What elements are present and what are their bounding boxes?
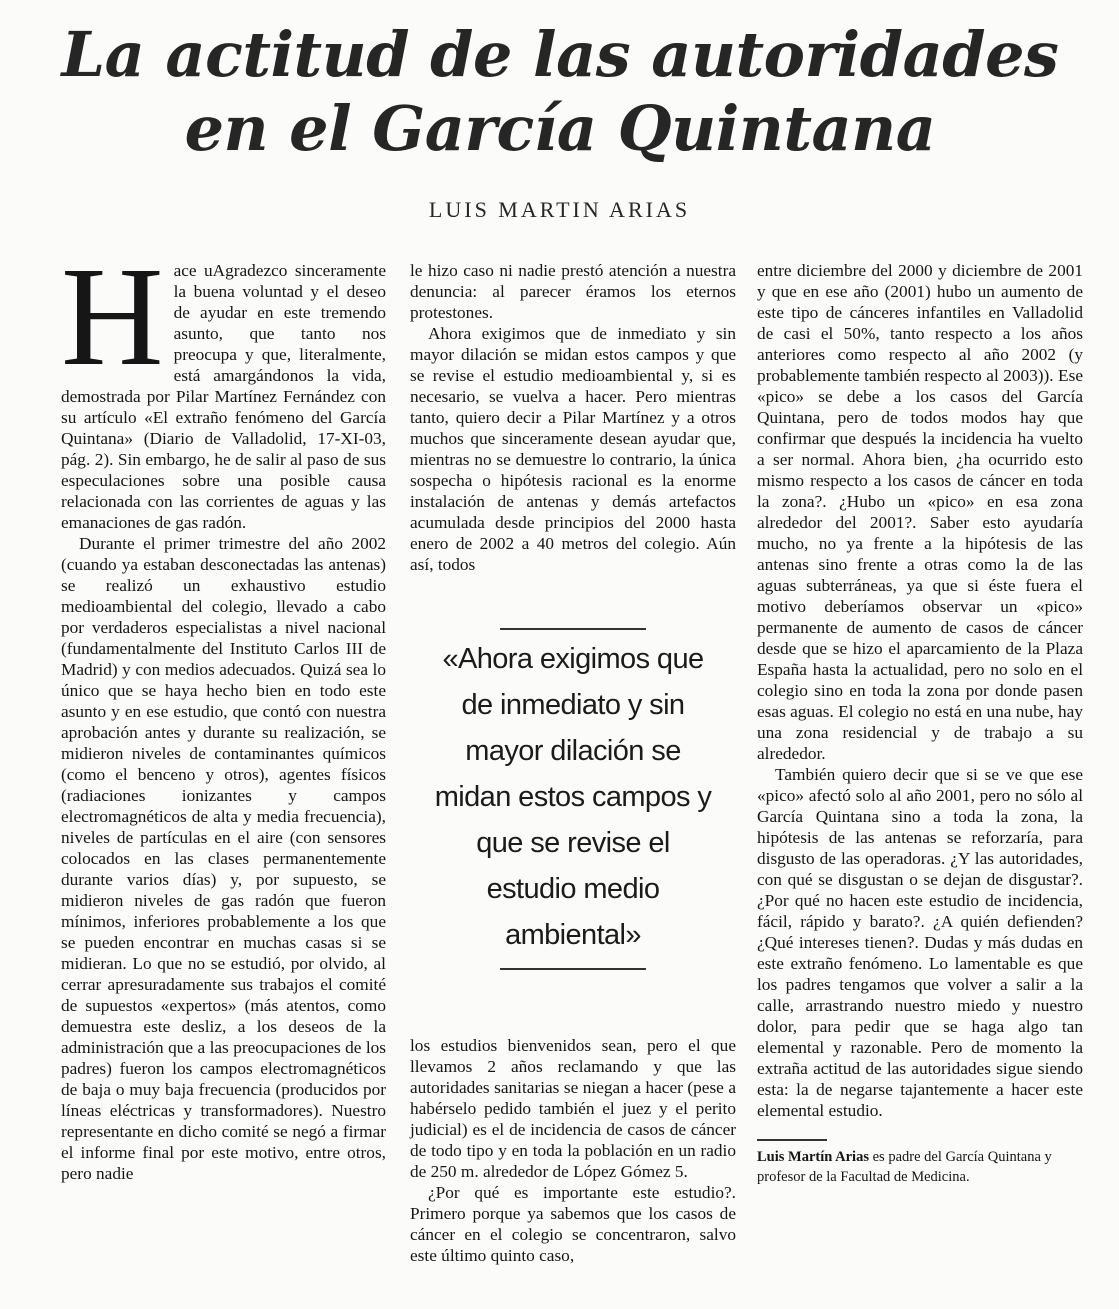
author-note xyxy=(757,1147,1083,1187)
paragraph: ¿Por qué es importante este estudio?. Primero porque ya sabemos que los casos de cáncer en el colegio se concentraron, salvo este último quinto caso, xyxy=(410,1183,736,1265)
pull-quote-line: de inmediato y sin xyxy=(461,689,685,721)
column-2-top xyxy=(410,260,736,575)
pull-quote-line: que se revise el xyxy=(476,827,670,859)
pull-quote-line: «Ahora exigimos que xyxy=(442,643,704,675)
paragraph: le hizo caso ni nadie prestó atención a nuestra denuncia: al parecer éramos los eternos protestones. xyxy=(410,261,736,322)
drop-cap: H xyxy=(61,237,164,395)
pull-quote-line: ambiental» xyxy=(505,919,641,951)
byline: LUIS MARTIN ARIAS xyxy=(428,197,691,222)
author-name: Luis Martín Arias xyxy=(757,1149,869,1165)
pull-quote-line: estudio medio xyxy=(486,873,660,905)
paragraph: Ahora exigimos que de inmediato y sin mayor dilación se midan estos campos y que se revise el estudio medioambiental y, si es necesario, se vuelva a hacer. Pero mientras tanto, quiero decir a Pilar Martínez y a otros muchos que sinceramente desean ayudar que, mientras no se demuestre lo contrario, la única sospecha o hipótesis racional es la enorme instalación de antenas y demás artefactos acumulada desde principios del 2000 hasta enero de 2002 a 40 metros del colegio. Aún así, todos xyxy=(410,324,736,574)
pull-quote-line: midan estos campos y xyxy=(434,781,712,813)
author-description: es padre del García Quintana y profesor de la Facultad de Medicina. xyxy=(757,1149,1052,1185)
headline xyxy=(60,18,1060,166)
paragraph: entre diciembre del 2000 y diciembre de 2001 y que en ese año (2001) hubo un aumento de este tipo de cánceres infantiles en Valladolid de casi el 50%, tanto respecto a los años anteriores como respecto al año 2002 (y probablemente también respecto al 2003)). Ese «pico» se debe a los casos del García Quintana, pero de todos modos hay que confirmar que después la incidencia ha vuelto a ser normal. Ahora bien, ¿ha ocurrido esto mismo respecto a los casos de cáncer en toda la zona?. ¿Hubo un «pico» en esa zona alrededor del 2001?. Saber esto ayudaría mucho, no ya frente a la hipótesis de las antenas sino frente a otras como la de las aguas subterráneas, ya que si éste fuera el motivo deberíamos observar un «pico» permanente de aumento de casos de cáncer desde que se hizo el aparcamiento de la Plaza España hasta la actualidad, pero no solo en el colegio sino en toda la zona por donde pasen esas aguas. El colegio no está en una nube, hay una zona residencial y de trabajo a su alrededor. xyxy=(757,261,1083,763)
headline-line-2: en el García Quintana xyxy=(184,92,936,165)
paragraph: Durante el primer trimestre del año 2002 (cuando ya estaban desconectadas las antenas) se realizó un exhaustivo estudio medioambiental del colegio, llevado a cabo por verdaderos especialistas a nivel nacional (fundamentalmente del Instituto Carlos III de Madrid) y con medios adecuados. Quizá sea lo único que se haya hecho bien en todo este asunto y en ese estudio, que contó con nuestra aprobación antes y durante su realización, se midieron niveles de contaminantes químicos (como el benceno y otros), agentes físicos (radiaciones ionizantes y campos electromagnéticos de alta y media frecuencia), niveles de partículas en el aire (con sensores colocados en las clases permanentemente durante varios días) y, por supuesto, se midieron niveles de gas radón que fueron mínimos, inferiores probablemente a los que se pueden encontrar en muchas casas si se midieran. Lo que no se estudió, por olvido, al cerrar apresuradamente sus trabajos el comité de supuestos «expertos» (más atentos, como demuestra este desliz, a los deseos de la administración que a las preocupaciones de los padres) fueron los campos electromagnéticos de baja o muy baja frecuencia (producidos por líneas eléctricas y transformadores). Nuestro representante en dicho comité se negó a firmar el informe final por este motivo, entre otros, pero nadie xyxy=(61,534,386,1183)
pull-quote-rule-top xyxy=(500,628,646,630)
paragraph-text: ace uAgradezco sinceramente la buena voluntad y el deseo de ayudar en este tremendo asunto, que tanto nos preocupa y que, literalmente, está amargándonos la vida, demostrada por Pilar Martínez Fernández con su artículo «El extraño fenómeno del García Quintana» (Diario de Valladolid, 17-XI-03, pág. 2). Sin embargo, he de salir al paso de sus especulaciones sobre una posible causa relacionada con las corrientes de aguas y las emanaciones de gas radón. xyxy=(61,261,386,532)
pull-quote-text xyxy=(418,636,728,958)
pull-quote-line: mayor dilación se xyxy=(465,735,681,767)
column-2-bottom xyxy=(410,1035,736,1266)
paragraph xyxy=(61,237,386,533)
pull-quote-rule-bottom xyxy=(500,968,646,970)
pull-quote xyxy=(418,628,728,988)
headline-line-1: La actitud de las autoridades xyxy=(61,18,1059,91)
paragraph: los estudios bienvenidos sean, pero el que llevamos 2 años reclamando y que las autoridades sanitarias se niegan a hacer (pese a habérselo pedido también el juez y el perito judicial) es el de incidencia de casos de cáncer de todo tipo y en toda la población en un radio de 250 m. alrededor de López Gómez 5. xyxy=(410,1036,736,1181)
column-1 xyxy=(61,237,386,1290)
paragraph: También quiero decir que si se ve que ese «pico» afectó solo al año 2001, pero no sólo al García Quintana sino a toda la zona, la hipótesis de las antenas se reforzaría, para disgusto de las operadoras. ¿Y las autoridades, con qué se disgustan o se dejan de disgustar?. ¿Por qué no hacen este estudio de incidencia, fácil, rápido y barato?. ¿A quién defienden? ¿Qué intereses tienen?. Dudas y más dudas en este extraño fenómeno. Lo lamentable es que los padres tengamos que volver a salir a la calle, arrastrando nuestro miedo y nuestro dolor, para pedir que se haga algo tan elemental y razonable. Pero de momento la extraña actitud de las autoridades sigue siendo esta: la de negarse tajantemente a hacer este elemental estudio. xyxy=(757,765,1083,1120)
column-3 xyxy=(757,260,1083,1187)
author-rule xyxy=(757,1139,827,1141)
